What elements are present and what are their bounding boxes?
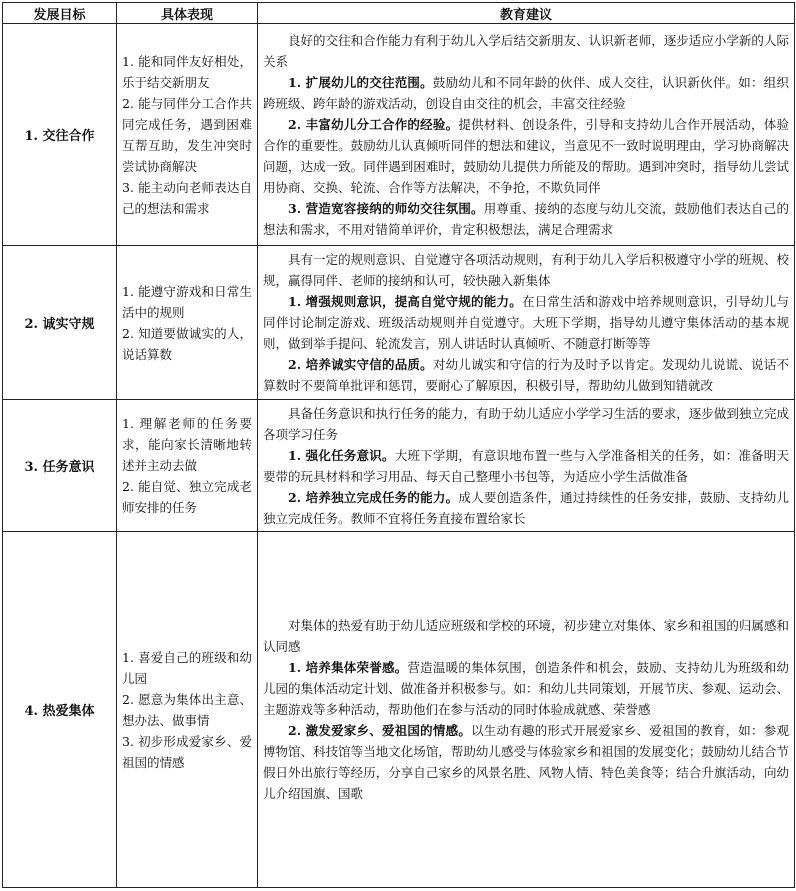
advice-item-title: 1. 培养集体荣誉感。	[288, 660, 408, 675]
performance-item: 2. 愿意为集体出主意、想办法、做事情	[122, 691, 252, 728]
advice-item-text: 大班下学期，有意识地布置一些与入学准备相关的任务，如：准备明天要带的玩具材料和学习用品、每天自己整理小书包等，为适应小学生活做准备	[263, 447, 789, 484]
header-performance: 具体表现	[117, 3, 258, 24]
advice-cell	[258, 24, 795, 246]
advice-intro: 具有一定的规则意识、自觉遵守各项活动规则，有利于幼儿入学后积极遵守小学的班规、校规，赢得同伴、老师的接纳和认可，较快融入新集体	[263, 252, 789, 288]
advice-item-text: 营造温暖的集体氛围，创造条件和机会，鼓励、支持幼儿为班级和幼儿园的集体活动定计划、做准备并积极参与。如：和幼儿共同策划，开展节庆、参观、运动会、主题游戏等多种活动，帮助他们在参与活动的同时体验成就感、荣誉感	[263, 660, 789, 717]
advice-cell	[258, 400, 795, 532]
advice-item	[263, 291, 789, 354]
advice-item	[263, 72, 789, 114]
performance-item: 2. 能自觉、独立完成老师安排的任务	[122, 479, 252, 515]
performance-item: 2. 能与同伴分工合作共同完成任务，遇到困难互帮互助，发生冲突时尝试协商解决	[122, 95, 252, 174]
performance-cell	[117, 24, 258, 246]
advice-cell	[258, 246, 795, 400]
advice-cell	[258, 532, 795, 888]
advice-item-title: 3. 营造宽容接纳的师幼交往氛围。	[288, 200, 484, 216]
advice-item-title: 2. 培养独立完成任务的能力。	[288, 489, 459, 505]
advice-intro: 良好的交往和合作能力有利于幼儿入学后结交新朋友、认识新老师，逐步适应小学新的人际关系	[263, 32, 789, 69]
advice-item-text: 以生动有趣的形式开展爱家乡、爱祖国的教育，如：参观博物馆、科技馆等当地文化场馆，帮助幼儿感受与体验家乡和祖国的发展变化；鼓励幼儿结合节假日外出旅行等经历，分享自己家乡的风景名胜、风物人情、特色美食等；结合升旗活动，向幼儿介绍国旗、国歌	[263, 723, 789, 801]
table-row	[3, 246, 795, 400]
advice-item	[263, 354, 789, 396]
education-table	[2, 2, 795, 888]
advice-item-title: 1. 扩展幼儿的交往范围。	[288, 74, 433, 90]
header-row	[3, 3, 795, 24]
performance-cell	[117, 246, 258, 400]
performance-item: 1. 喜爱自己的班级和幼儿园	[122, 649, 252, 686]
advice-item	[263, 198, 789, 240]
advice-item-text: 成人要创造条件，通过持续性的任务安排，鼓励、支持幼儿独立完成任务。教师不宜将任务直接布置给家长	[263, 489, 789, 526]
table-row	[3, 532, 795, 888]
advice-intro: 具备任务意识和执行任务的能力，有助于幼儿适应小学学习生活的要求，逐步做到独立完成各项学习任务	[263, 405, 789, 442]
performance-cell	[117, 400, 258, 532]
table-row	[3, 400, 795, 532]
header-advice: 教育建议	[258, 3, 795, 24]
advice-item-text: 用尊重、接纳的态度与幼儿交流，鼓励他们表达自己的想法和需求，不用对错简单评价，肯定积极想法，满足合理需求	[263, 200, 789, 237]
advice-item	[263, 487, 789, 529]
advice-item-text: 在日常生活和游戏中培养规则意识，引导幼儿与同伴讨论制定游戏、班级活动规则并自觉遵守。大班下学期，指导幼儿遵守集体活动的基本规则，做到举手提问、轮流发言，别人讲话时认真倾听、不随意打断等等	[263, 294, 789, 351]
advice-item-text: 提供材料、创设条件，引导和支持幼儿合作开展活动，体验合作的重要性。鼓励幼儿认真倾听同伴的想法和建议，当意见不一致时说明理由，学习协商解决问题，达成一致。同伴遇到困难时，鼓励幼儿提供力所能及的帮助。遇到冲突时，指导幼儿尝试用协商、交换、轮流、合作等方法解决，不争抢，不欺负同伴	[263, 116, 789, 195]
advice-item	[263, 720, 789, 804]
goal-cell: 3. 任务意识	[3, 400, 117, 532]
advice-item-text: 对幼儿诚实和守信的行为及时予以肯定。发现幼儿说谎、说话不算数时不要简单批评和惩罚，要耐心了解原因，积极引导，帮助幼儿做到知错就改	[263, 357, 789, 393]
advice-item-title: 1. 增强规则意识，提高自觉守规的能力。	[288, 294, 522, 309]
advice-item-title: 1. 强化任务意识。	[288, 447, 395, 463]
goal-cell: 2. 诚实守规	[3, 246, 117, 400]
advice-item	[263, 445, 789, 487]
advice-item	[263, 114, 789, 198]
goal-cell: 1. 交往合作	[3, 24, 117, 246]
performance-item: 2. 知道要做诚实的人，说话算数	[122, 325, 252, 362]
advice-item-text: 鼓励幼儿和不同年龄的伙伴、成人交往，认识新伙伴。如：组织跨班级、跨年龄的游戏活动，创设自由交往的机会，丰富交往经验	[263, 74, 789, 111]
performance-item: 1. 能和同伴友好相处，乐于结交新朋友	[122, 53, 252, 90]
advice-item-title: 2. 激发爱家乡、爱祖国的情感。	[288, 723, 472, 738]
advice-item	[263, 657, 789, 720]
goal-cell: 4. 热爱集体	[3, 532, 117, 888]
advice-item-title: 2. 培养诚实守信的品质。	[288, 357, 433, 372]
performance-item: 1. 理解老师的任务要求，能向家长清晰地转述并主动去做	[122, 416, 252, 473]
performance-item: 1. 能遵守游戏和日常生活中的规则	[122, 283, 252, 320]
advice-item-title: 2. 丰富幼儿分工合作的经验。	[288, 116, 459, 132]
performance-cell	[117, 532, 258, 888]
advice-intro: 对集体的热爱有助于幼儿适应班级和学校的环境，初步建立对集体、家乡和祖国的归属感和认同感	[263, 618, 789, 654]
performance-item: 3. 能主动向老师表达自己的想法和需求	[122, 179, 252, 216]
performance-item: 3. 初步形成爱家乡、爱祖国的情感	[122, 733, 252, 770]
header-goal: 发展目标	[3, 3, 117, 24]
table-row	[3, 24, 795, 246]
